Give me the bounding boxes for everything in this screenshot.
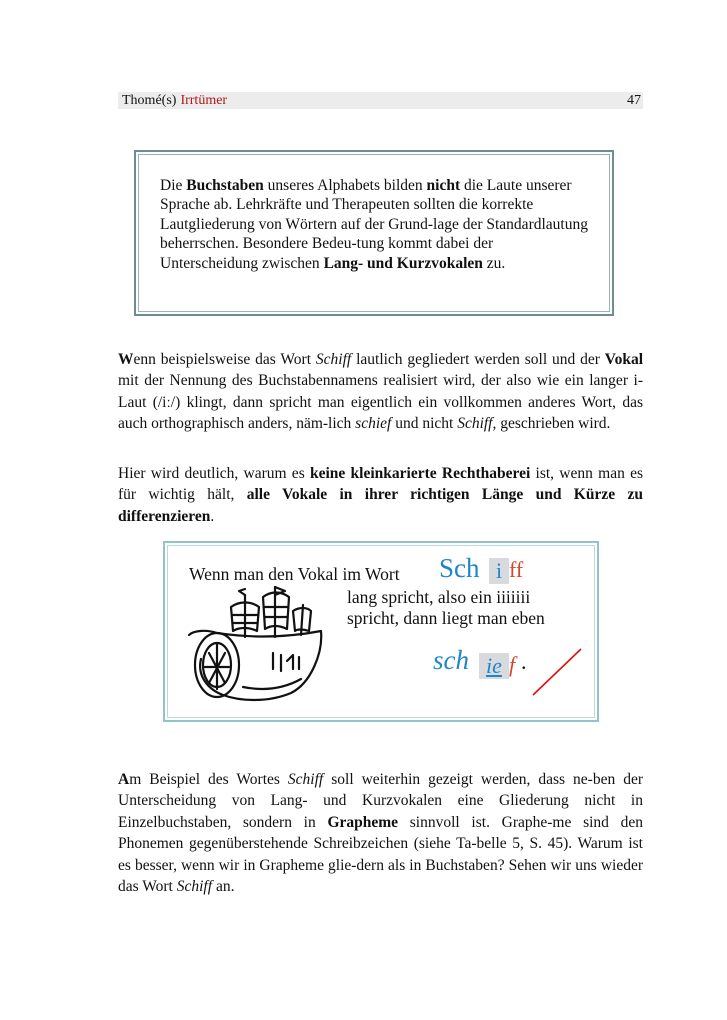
illustration-box [163, 541, 599, 722]
info-box [134, 150, 614, 316]
text-run: soll weiterhin gezeigt werden, dass ne-ben der Unterscheidung von Lang- und Kurzvokalen eine Gliederung nicht in Einzelbuchstaben, sondern in [118, 771, 643, 831]
text-run: Schiff [176, 878, 213, 896]
ship-drawing-icon [183, 583, 333, 713]
text-run: die Laute unserer Sprache ab. Lehrkräfte und Therapeuten sollten die korrekte Lautgliederung von Wörtern auf der Grund-lage der Standardlautung beherrschen. Besondere Bedeu-tung kommt dabei der Unterscheidung zwischen [160, 177, 588, 272]
text-run: zu. [482, 254, 506, 272]
text-run: sinnvoll ist. Graphe-me sind den Phonemen gegenüberstehende Schreibzeichen (siehe Ta-belle 5, S. 45). Warum ist es besser, wenn wir in Grapheme glie-dern als in Buchstaben? Sehen wir uns wieder das Wort [118, 813, 643, 896]
text-run: A [118, 771, 130, 788]
text-run: Die [160, 177, 187, 194]
word-schief-f: f [509, 652, 516, 677]
running-header [118, 92, 643, 109]
illustration-line-2: lang spricht, also ein iiiiiii [347, 587, 531, 607]
text-run: ist, wenn man es für wichtig hält, [118, 465, 643, 504]
strike-line-icon [529, 647, 585, 699]
text-run: keine kleinkarierte Rechthaberei [309, 465, 531, 482]
text-run: unseres Alphabets bilden [263, 177, 427, 194]
word-schiff-ff: ff [509, 557, 524, 582]
illustration-line-3: spricht, dann liegt man eben [347, 608, 545, 628]
text-run: an. [212, 878, 235, 896]
text-run: alle Vokale in ihrer richtigen Länge und Kürze zu differenzieren [118, 486, 643, 525]
text-run: W [118, 351, 134, 368]
text-run: Schiff [315, 351, 352, 368]
text-run: Buchstaben [186, 177, 264, 194]
paragraph-vowel-length [118, 463, 643, 527]
text-run: und nicht [391, 415, 458, 433]
text-run: nicht [426, 177, 461, 194]
header-chapter: Irrtümer [180, 93, 228, 108]
illustration-line-1: Wenn man den Vokal im Wort [189, 564, 400, 584]
text-run: Hier wird deutlich, warum es [118, 465, 310, 482]
word-schief-ie: ie [479, 653, 509, 679]
text-run: schief [355, 415, 392, 433]
text-run: geschrieben wird. [496, 415, 611, 433]
word-schief-sch: sch [433, 645, 469, 675]
text-run: mit der Nennung des Buchstabennamens realisiert wird, der also wie ein langer i-Laut (/iː/) klingt, dann spricht man eigentlich ein vollkommen anderes Wort, das auch orthographisch anders, näm-lich [118, 372, 643, 433]
text-run: enn beispielsweise das Wort [133, 351, 316, 368]
text-run: lautlich gegliedert werden soll und der [351, 351, 605, 368]
header-author: Thomé(s) Irrtümer [122, 93, 228, 108]
text-run: Schiff [287, 771, 324, 788]
text-run: m Beispiel des Wortes [129, 771, 288, 788]
paragraph-schiff-example [118, 349, 643, 435]
text-run: Lang- und Kurzvokalen [323, 254, 483, 272]
info-box-text [160, 176, 590, 273]
paragraph-grapheme [118, 769, 643, 897]
text-run: Grapheme [327, 813, 399, 831]
page-number: 47 [627, 93, 641, 108]
text-run: Schiff, [457, 415, 497, 433]
text-run: . [210, 507, 215, 525]
word-schiff-i: i [489, 558, 509, 584]
text-run: Vokal [604, 351, 643, 368]
word-schiff-sch: Sch [439, 553, 480, 583]
word-schief-dot: . [521, 649, 527, 674]
